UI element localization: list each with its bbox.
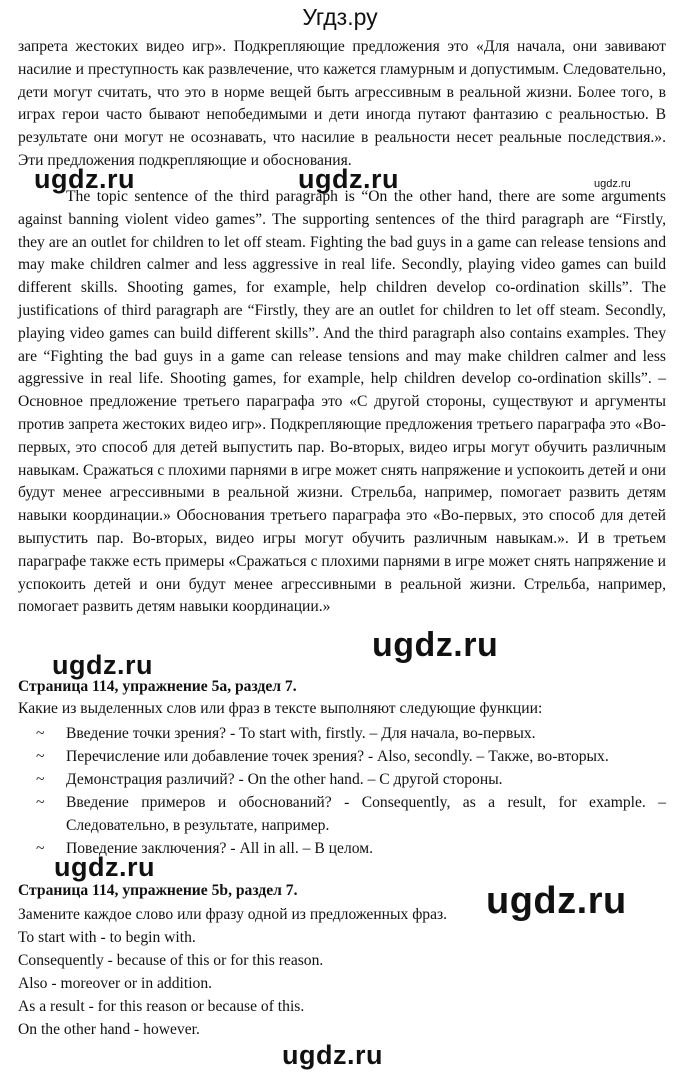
- section-5b-line: To start with - to begin with.: [18, 929, 196, 946]
- section-5b-line: As a result - for this reason or because of this.: [18, 998, 305, 1015]
- watermark: ugdz.ru: [486, 880, 627, 922]
- section-5b-line: Also - moreover or in addition.: [18, 975, 213, 992]
- section-5a-intro: Какие из выделенных слов или фраз в тексте выполняют следующие функции:: [18, 700, 543, 717]
- paragraph-third-analysis: The topic sentence of the third paragraph is “On the other hand, there are some arguments against banning violent video games”. The supporting sentences of the third paragraph are “Firstly, they are an outlet for children to let off steam. Fighting the bad guys in a game can release tensions and may make children calmer and less aggressive in real life. Secondly, playing video games can build different skills. Shooting games, for example, help children develop co-ordination skills”. The justifications of third paragraph are “Firstly, they are an outlet for children to let off steam. Secondly, playing video games can build different skills”. And the third paragraph also contains examples. They are “Fighting the bad guys in a game can release tensions and may make children calmer and less aggressive in real life. Shooting games, for example, help children develop co-ordination skills”. – Основное предложение третьего параграфа это «С другой стороны, существуют и аргументы против запрета жестоких видео игр». Подкрепляющие предложения третьего параграфа это «Во-первых, это способ для детей выпустить пар. Во-вторых, видео игры могут обучить различным навыкам. Сражаться с плохими парнями в игре может снять напряжение и успокоить детей и они будут менее агрессивными в реальной жизни. Стрельба, например, помогает развить детям навыки координации.» Обоснования третьего параграфа это «Во-первых, это способ для детей выпустить пар. Во-вторых, видео игры могут обучить различным навыкам.». И в третьем параграфе также есть примеры «Сражаться с плохими парнями в игре может снять напряжение и успокоить детей и они будут менее агрессивными в реальной жизни. Стрельба, например, помогает развить детям навыки координации.»: [18, 188, 666, 616]
- list-item: [18, 722, 666, 745]
- watermark: ugdz.ru: [594, 178, 631, 190]
- tilde-bullet-icon: ~: [36, 748, 45, 765]
- section-5b-line: On the other hand ‑ however.: [18, 1021, 200, 1038]
- list-item-text: Перечисление или добавление точек зрения? - Also, secondly. – Также, во-вторых.: [66, 748, 609, 765]
- section-5a-heading: Страница 114, упражнение 5a, раздел 7.: [18, 678, 297, 695]
- list-item: [18, 745, 666, 768]
- section-5b-line: Замените каждое слово или фразу одной из предложенных фраз.: [18, 906, 448, 923]
- paragraph-continuation: запрета жестоких видео игр». Подкрепляющие предложения это «Для начала, они завивают насилие и преступность как развлечение, что кажется гламурным и допустимым. Следовательно, дети могут считать, что это в норме вещей быть агрессивным в реальной жизни. Более того, в играх герои часто бывают непобедимыми и дети иногда путают фантазию с реальностью. В результате они могут не осознавать, что насилие в реальности несет реальные последствия.». Эти предложения подкрепляющие и обоснования.: [18, 38, 666, 169]
- watermark: ugdz.ru: [298, 164, 399, 194]
- tilde-bullet-icon: ~: [36, 771, 45, 788]
- section-5b-heading: Страница 114, упражнение 5b, раздел 7.: [18, 882, 298, 899]
- list-item-text: Введение точки зрения? - To start with, firstly. – Для начала, во-первых.: [66, 725, 536, 742]
- list-item-text: Введение примеров и обоснований? - Consequently, as a result, for example. – Следовательно, в результате, например.: [66, 794, 666, 834]
- watermark: ugdz.ru: [34, 164, 135, 194]
- list-item-text: Демонстрация различий? - On the other hand. – С другой стороны.: [66, 771, 503, 788]
- watermark: ugdz.ru: [52, 650, 153, 680]
- section-5a-list: [18, 722, 666, 860]
- list-item: [18, 768, 666, 791]
- tilde-bullet-icon: ~: [36, 840, 45, 857]
- tilde-bullet-icon: ~: [36, 794, 45, 811]
- site-title: Угдз.ру: [302, 4, 378, 30]
- tilde-bullet-icon: ~: [36, 725, 45, 742]
- watermark: ugdz.ru: [54, 852, 155, 882]
- watermark: ugdz.ru: [372, 626, 499, 664]
- list-item-text: Поведение заключения? - All in all. – В целом.: [66, 840, 373, 857]
- section-5b-line: Consequently - because of this or for this reason.: [18, 952, 324, 969]
- watermark: ugdz.ru: [282, 1040, 383, 1070]
- list-item: [18, 791, 666, 837]
